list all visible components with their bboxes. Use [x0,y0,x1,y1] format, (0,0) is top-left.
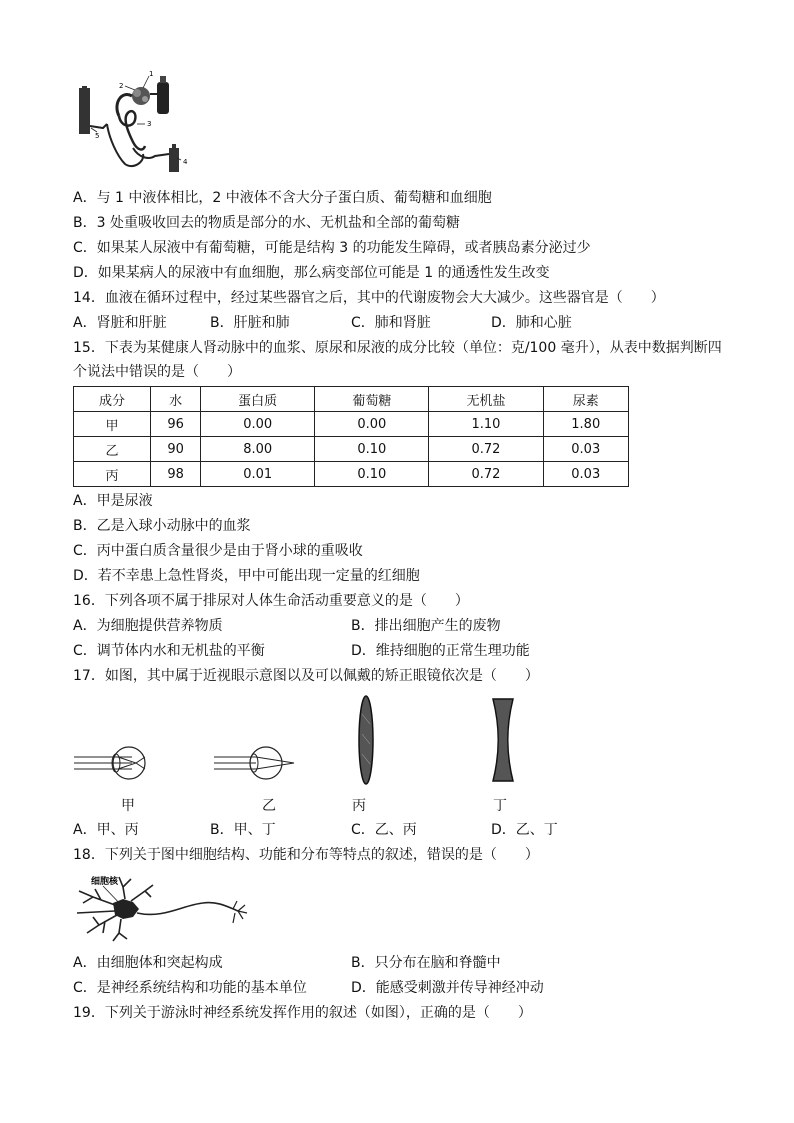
table-cell: 8.00 [201,437,315,462]
table-cell: 乙 [74,437,151,462]
q17-option-c: C．乙、丙 [351,822,417,838]
q15-option-b: B．乙是入球小动脉中的血浆 [73,518,251,534]
table-cell: 1.80 [543,412,628,437]
q17-option-d: D．乙、丁 [491,822,558,838]
table-row [74,412,629,437]
q14-option-a: A．肾脏和肝脏 [73,315,167,331]
eye-diagram-yi [214,744,304,782]
convex-lens-icon [354,694,378,786]
table-header-cell: 尿素 [543,387,628,412]
neuron-figure-label: 细胞核 [91,877,119,887]
table-header-cell: 水 [151,387,201,412]
table-row [74,437,629,462]
q13-option-a: A．与 1 中液体相比，2 中液体不含大分子蛋白质、葡萄糖和血细胞 [73,190,492,206]
q13-option-c: C．如果某人尿液中有葡萄糖，可能是结构 3 的功能发生障碍，或者胰岛素分泌过少 [73,240,591,256]
q15-stem-line1: 15．下表为某健康人肾动脉中的血浆、原尿和尿液的成分比较（单位：克/100 毫升），从表中数据判断四 [73,340,722,356]
figure-label-1: 1 [149,70,154,78]
table-cell: 0.00 [315,412,429,437]
caption-yi: 乙 [262,798,276,814]
q18-stem: 18．下列关于图中细胞结构、功能和分布等特点的叙述，错误的是（ ） [73,847,539,863]
q17-option-b: B．甲、丁 [210,822,276,838]
caption-bing: 丙 [352,798,366,814]
q16-stem: 16．下列各项不属于排尿对人体生命活动重要意义的是（ ） [73,593,469,609]
q15-option-d: D．若不幸患上急性肾炎，甲中可能出现一定量的红细胞 [73,568,420,584]
nephron-figure [73,68,198,176]
table-cell: 0.72 [429,437,543,462]
q16-option-c: C．调节体内水和无机盐的平衡 [73,643,265,659]
q14-option-d: D．肺和心脏 [491,315,572,331]
table-header-cell: 成分 [74,387,151,412]
q15-option-a: A．甲是尿液 [73,493,153,509]
table-header-cell: 无机盐 [429,387,543,412]
q18-option-b: B．只分布在脑和脊髓中 [351,955,501,971]
table-header-cell: 葡萄糖 [315,387,429,412]
q13-option-b: B．3 处重吸收回去的物质是部分的水、无机盐和全部的葡萄糖 [73,215,460,231]
q18-option-c: C．是神经系统结构和功能的基本单位 [73,980,307,996]
q15-option-c: C．丙中蛋白质含量很少是由于肾小球的重吸收 [73,543,363,559]
table-cell: 96 [151,412,201,437]
q13-option-d: D．如果某病人的尿液中有血细胞，那么病变部位可能是 1 的通透性发生改变 [73,265,550,281]
table-cell: 甲 [74,412,151,437]
q16-option-d: D．维持细胞的正常生理功能 [351,643,530,659]
table-cell: 0.72 [429,462,543,487]
q19-stem: 19．下列关于游泳时神经系统发挥作用的叙述（如图），正确的是（ ） [73,1005,532,1021]
table-header-row [74,387,629,412]
table-cell: 98 [151,462,201,487]
q16-option-b: B．排出细胞产生的废物 [351,618,501,634]
q17-stem: 17．如图，其中属于近视眼示意图以及可以佩戴的矫正眼镜依次是（ ） [73,668,539,684]
table-cell: 丙 [74,462,151,487]
figure-label-4: 4 [183,158,188,166]
table-cell: 0.03 [543,437,628,462]
q15-stem-line2: 个说法中错误的是（ ） [73,364,241,380]
q17-option-a: A．甲、丙 [73,822,139,838]
eye-diagram-jia [74,744,162,782]
concave-lens-icon [490,697,516,783]
caption-jia: 甲 [121,798,135,814]
table-cell: 0.03 [543,462,628,487]
table-cell: 1.10 [429,412,543,437]
figure-label-5: 5 [95,132,100,140]
figure-label-3: 3 [147,120,152,128]
table-cell: 0.00 [201,412,315,437]
q15-data-table [73,386,629,487]
table-header-cell: 蛋白质 [201,387,315,412]
q14-option-c: C．肺和肾脏 [351,315,431,331]
table-cell: 0.10 [315,437,429,462]
neuron-figure [73,871,251,943]
q14-stem: 14．血液在循环过程中，经过某些器官之后，其中的代谢废物会大大减少。这些器官是（ ） [73,290,665,306]
q16-option-a: A．为细胞提供营养物质 [73,618,223,634]
q14-option-b: B．肝脏和肺 [210,315,290,331]
figure-label-2: 2 [119,82,124,90]
table-row [74,462,629,487]
q18-option-d: D．能感受刺激并传导神经冲动 [351,980,544,996]
q18-option-a: A．由细胞体和突起构成 [73,955,223,971]
table-cell: 90 [151,437,201,462]
table-cell: 0.01 [201,462,315,487]
table-cell: 0.10 [315,462,429,487]
caption-ding: 丁 [493,798,507,814]
